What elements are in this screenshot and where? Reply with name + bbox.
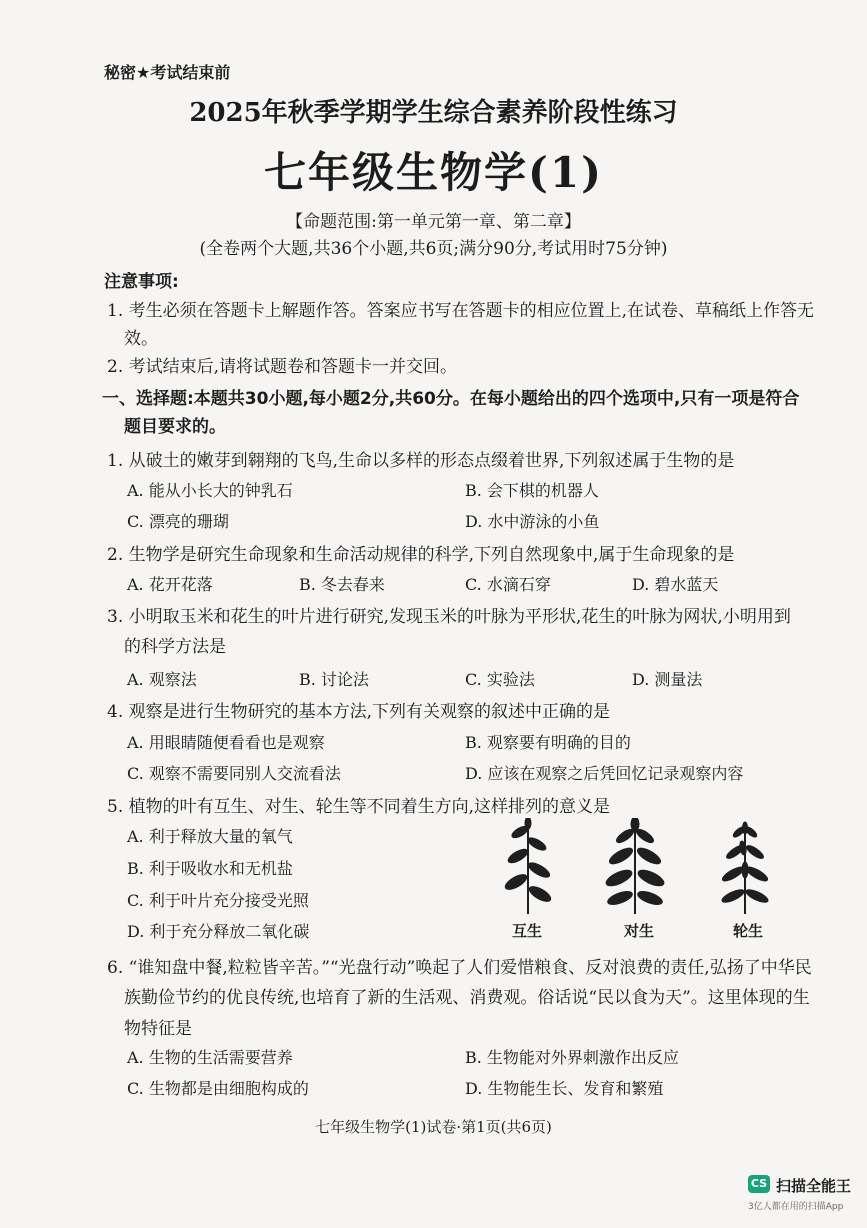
- question-4-stem: 4. 观察是进行生物研究的基本方法,下列有关观察的叙述中正确的是: [107, 702, 611, 722]
- notice-item-1: 1. 考生必须在答题卡上解题作答。答案应书写在答题卡的相应位置上,在试卷、草稿纸上作答无: [107, 301, 815, 321]
- question-5-option-c: C. 利于叶片充分接受光照: [127, 891, 309, 910]
- question-4-option-c: C. 观察不需要同别人交流看法: [127, 764, 341, 783]
- section-1-heading: 一、选择题:本题共30小题,每小题2分,共60分。在每小题给出的四个选项中,只有一项是符合: [102, 389, 800, 409]
- alternate-leaf-plant-icon: [503, 818, 553, 914]
- scanner-app-tagline: 3亿人都在用的扫描App: [748, 1202, 844, 1212]
- question-3-stem-cont: 的科学方法是: [124, 637, 226, 657]
- notice-item-2: 2. 考试结束后,请将试题卷和答题卡一并交回。: [107, 357, 458, 377]
- confidential-mark: 秘密★考试结束前: [104, 63, 231, 82]
- question-6-stem-cont-2: 物特征是: [124, 1019, 192, 1039]
- question-4-option-a: A. 用眼睛随便看看也是观察: [127, 733, 325, 752]
- question-5-option-a: A. 利于释放大量的氧气: [127, 827, 293, 846]
- question-4-option-d: D. 应该在观察之后凭回忆记录观察内容: [465, 764, 744, 783]
- question-1-option-a: A. 能从小长大的钟乳石: [127, 481, 293, 500]
- scanner-app-name: 扫描全能王: [776, 1177, 852, 1195]
- question-1-option-c: C. 漂亮的珊瑚: [127, 512, 229, 531]
- question-6-stem-cont-1: 族勤俭节约的优良传统,也培育了新的生活观、消费观。俗话说“民以食为天”。这里体现的生: [124, 988, 810, 1008]
- exam-scope: 【命题范围:第一单元第一章、第二章】: [286, 212, 581, 232]
- question-5-option-d: D. 利于充分释放二氧化碳: [127, 922, 310, 941]
- opposite-label: 对生: [624, 922, 655, 940]
- section-1-heading-cont: 题目要求的。: [124, 417, 226, 437]
- question-3-option-d: D. 测量法: [632, 670, 703, 689]
- question-2-option-a: A. 花开花落: [127, 575, 213, 594]
- question-3-option-a: A. 观察法: [127, 670, 197, 689]
- question-6-option-d: D. 生物能生长、发育和繁殖: [465, 1079, 664, 1098]
- whorled-label: 轮生: [733, 922, 764, 940]
- exam-info: (全卷两个大题,共36个小题,共6页;满分90分,考试用时75分钟): [199, 239, 668, 259]
- question-5-stem: 5. 植物的叶有互生、对生、轮生等不同着生方向,这样排列的意义是: [107, 797, 611, 817]
- question-6-option-b: B. 生物能对外界刺激作出反应: [465, 1048, 679, 1067]
- question-2-stem: 2. 生物学是研究生命现象和生命活动规律的科学,下列自然现象中,属于生命现象的是: [107, 545, 735, 565]
- question-3-option-c: C. 实验法: [465, 670, 535, 689]
- alternate-label: 互生: [512, 922, 543, 940]
- subject-title: 七年级生物学(1): [264, 148, 603, 197]
- notice-item-1-cont: 效。: [124, 329, 158, 349]
- question-2-option-b: B. 冬去春来: [299, 575, 385, 594]
- question-6-option-a: A. 生物的生活需要营养: [127, 1048, 293, 1067]
- leaf-arrangement-figure: [490, 818, 790, 918]
- page-footer: 七年级生物学(1)试卷·第1页(共6页): [315, 1118, 552, 1136]
- notice-title: 注意事项:: [104, 272, 179, 292]
- question-3-option-b: B. 讨论法: [299, 670, 369, 689]
- question-1-option-d: D. 水中游泳的小鱼: [465, 512, 600, 531]
- exam-title: 2025年秋季学期学生综合素养阶段性练习: [189, 98, 678, 128]
- question-2-option-d: D. 碧水蓝天: [632, 575, 719, 594]
- scanner-logo-icon: CS: [748, 1175, 770, 1193]
- question-5-option-b: B. 利于吸收水和无机盐: [127, 859, 293, 878]
- question-1-option-b: B. 会下棋的机器人: [465, 481, 599, 500]
- question-1-stem: 1. 从破土的嫩芽到翱翔的飞鸟,生命以多样的形态点缀着世界,下列叙述属于生物的是: [107, 451, 735, 471]
- question-6-option-c: C. 生物都是由细胞构成的: [127, 1079, 309, 1098]
- opposite-leaf-plant-icon: [604, 818, 666, 914]
- whorled-leaf-plant-icon: [720, 822, 769, 914]
- question-3-stem: 3. 小明取玉米和花生的叶片进行研究,发现玉米的叶脉为平形状,花生的叶脉为网状,小明用到: [107, 607, 791, 627]
- question-6-stem: 6. “谁知盘中餐,粒粒皆辛苦。”“光盘行动”唤起了人们爱惜粮食、反对浪费的责任,弘扬了中华民: [107, 958, 812, 978]
- question-4-option-b: B. 观察要有明确的目的: [465, 733, 631, 752]
- question-2-option-c: C. 水滴石穿: [465, 575, 551, 594]
